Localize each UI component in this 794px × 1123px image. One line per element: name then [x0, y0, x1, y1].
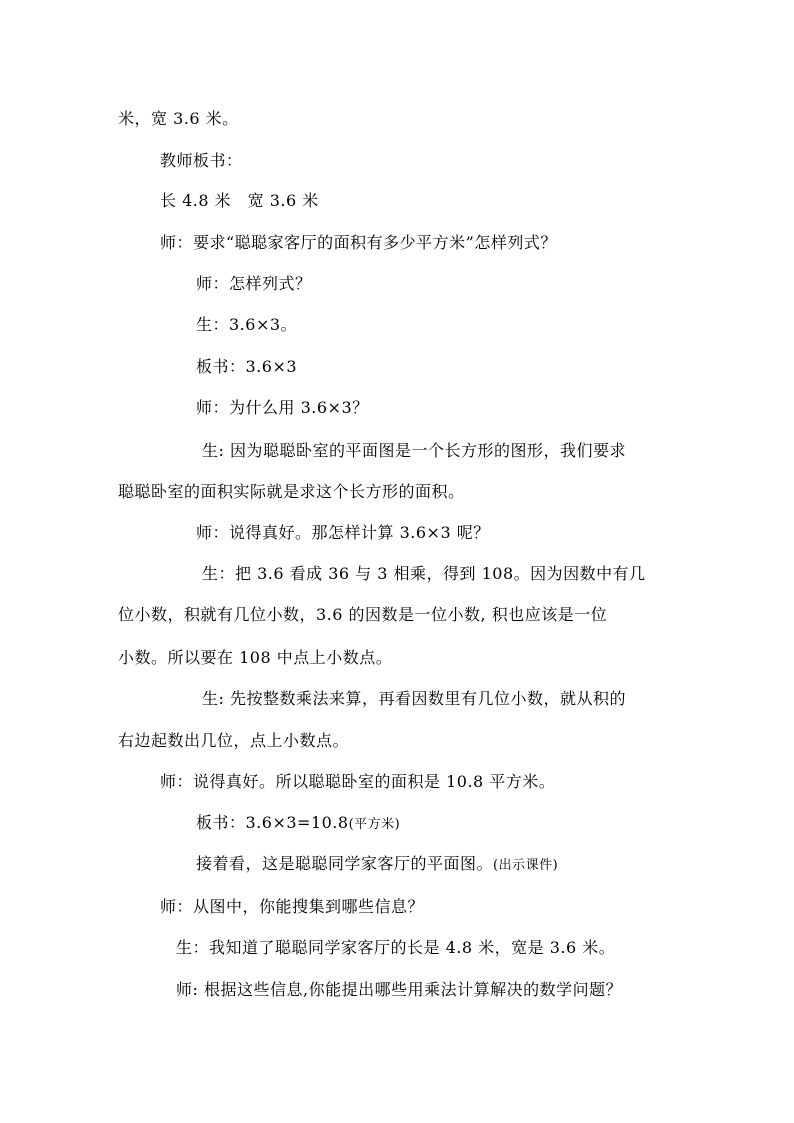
- text-line-3: 长 4.8 米 宽 3.6 米: [160, 191, 319, 210]
- text-line-1: 米，宽 3.6 米。: [118, 109, 239, 128]
- text-line-16: 右边起数出几位，点上小数点。: [118, 731, 350, 750]
- courseware-text: 接着看，这是聪聪同学家客厅的平面图。: [196, 854, 494, 873]
- text-line-12: 生：把 3.6 看成 36 与 3 相乘，得到 108。因为因数中有几: [202, 564, 646, 583]
- text-line-10: 聪聪卧室的面积实际就是求这个长方形的面积。: [118, 482, 465, 501]
- board-equation-line: [196, 812, 400, 836]
- text-line-2: 教师板书：: [160, 151, 243, 170]
- text-line-9: 生: 因为聪聪卧室的平面图是一个长方形的图形，我们要求: [202, 441, 626, 460]
- text-line-7: 板书：3.6×3: [196, 357, 298, 376]
- text-line-20: 生：我知道了聪聪同学家客厅的长是 4.8 米，宽是 3.6 米。: [176, 938, 616, 957]
- text-line-4: 师：要求“聪聪家客厅的面积有多少平方米”怎样列式？: [160, 233, 557, 252]
- text-line-13: 位小数，积就有几位小数，3.6 的因数是一位小数, 积也应该是一位: [118, 605, 608, 624]
- text-line-14: 小数。所以要在 108 中点上小数点。: [118, 648, 393, 667]
- text-line-8: 师：为什么用 3.6×3？: [196, 398, 369, 417]
- text-line-15: 生: 先按整数乘法来算，再看因数里有几位小数，就从积的: [202, 689, 626, 708]
- courseware-line: [196, 853, 558, 877]
- text-line-5: 师：怎样列式？: [196, 274, 312, 293]
- text-line-17: 师：说得真好。所以聪聪卧室的面积是 10.8 平方米。: [160, 772, 556, 791]
- text-line-19: 师：从图中，你能搜集到哪些信息？: [160, 897, 425, 916]
- text-line-6: 生：3.6×3。: [196, 315, 298, 334]
- board-equation-unit: (平方米): [348, 817, 401, 832]
- courseware-note: (出示课件): [493, 858, 559, 873]
- text-line-11: 师：说得真好。那怎样计算 3.6×3 呢？: [196, 523, 490, 542]
- board-equation: 板书：3.6×3=10.8: [196, 813, 349, 832]
- text-line-21: 师: 根据这些信息,你能提出哪些用乘法计算解决的数学问题？: [176, 980, 623, 999]
